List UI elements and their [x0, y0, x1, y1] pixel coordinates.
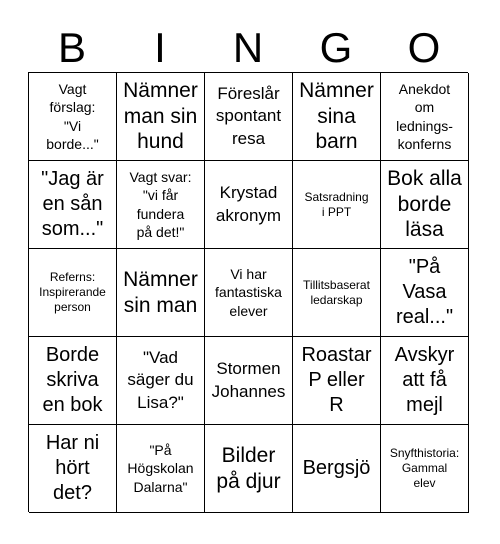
bingo-cell[interactable]: "På Högskolan Dalarna": [117, 425, 205, 513]
bingo-cell[interactable]: Vagt förslag: "Vi borde...": [29, 73, 117, 161]
header-letter-g: G: [319, 24, 353, 71]
bingo-cell[interactable]: Vagt svar: "vi får fundera på det!": [117, 161, 205, 249]
bingo-cell[interactable]: Borde skriva en bok: [29, 337, 117, 425]
bingo-cell[interactable]: "På Vasa real...": [381, 249, 469, 337]
bingo-cell[interactable]: Har ni hört det?: [29, 425, 117, 513]
bingo-card: [28, 72, 468, 512]
header-letter-n: N: [232, 24, 264, 71]
bingo-cell[interactable]: Bok alla borde läsa: [381, 161, 469, 249]
header-letter-o: O: [407, 24, 441, 71]
bingo-cell[interactable]: Avskyr att få mejl: [381, 337, 469, 425]
bingo-cell[interactable]: Tillitsbaserat ledarskap: [293, 249, 381, 337]
bingo-cell[interactable]: Nämner sina barn: [293, 73, 381, 161]
bingo-header: [28, 24, 468, 72]
bingo-cell[interactable]: Snyfthistoria: Gammal elev: [381, 425, 469, 513]
bingo-cell[interactable]: "Jag är en sån som...": [29, 161, 117, 249]
bingo-cell[interactable]: Referns: Inspirerande person: [29, 249, 117, 337]
header-letter-i: I: [154, 24, 166, 71]
bingo-cell[interactable]: Anekdot om lednings- konferns: [381, 73, 469, 161]
bingo-cell[interactable]: Stormen Johannes: [205, 337, 293, 425]
bingo-cell[interactable]: Vi har fantastiska elever: [205, 249, 293, 337]
bingo-cell[interactable]: Krystad akronym: [205, 161, 293, 249]
bingo-cell[interactable]: Bergsjö: [293, 425, 381, 513]
bingo-cell[interactable]: Roastar P eller R: [293, 337, 381, 425]
bingo-cell[interactable]: Nämner man sin hund: [117, 73, 205, 161]
bingo-cell[interactable]: Satsradning i PPT: [293, 161, 381, 249]
header-letter-b: B: [57, 24, 86, 71]
bingo-cell[interactable]: Bilder på djur: [205, 425, 293, 513]
bingo-cell[interactable]: Föreslår spontant resa: [205, 73, 293, 161]
bingo-cell[interactable]: Nämner sin man: [117, 249, 205, 337]
bingo-cell[interactable]: "Vad säger du Lisa?": [117, 337, 205, 425]
